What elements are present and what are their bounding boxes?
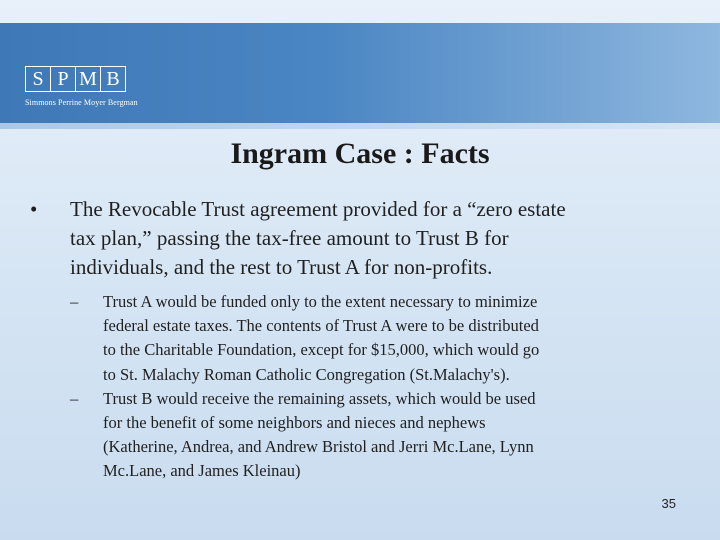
- sub-bullet-mark: –: [70, 292, 79, 311]
- sub-bullet-line: to St. Malachy Roman Catholic Congregation (St.Malachy's).: [103, 364, 510, 384]
- sub-bullet-line: federal estate taxes. The contents of Trust A were to be distributed: [103, 316, 539, 336]
- bullet-text: [70, 195, 566, 282]
- sub-bullet-line: to the Charitable Foundation, except for $15,000, which would go: [103, 340, 540, 360]
- logo-letter: B: [100, 66, 126, 92]
- bullet-mark: •: [30, 197, 38, 221]
- logo-letter: P: [50, 66, 76, 92]
- header-band: [0, 23, 720, 123]
- logo-letter: S: [25, 66, 51, 92]
- sub-bullet-trust-b: [70, 387, 680, 484]
- sub-bullet-list: [30, 290, 680, 484]
- header-divider: [0, 123, 720, 129]
- bullet-line: The Revocable Trust agreement provided for a “zero estate: [70, 197, 566, 221]
- sub-bullet-trust-a: [70, 290, 680, 387]
- sub-bullet-line: Trust B would receive the remaining assets, which would be used: [103, 388, 536, 408]
- slide-title-text: Ingram Case : Facts: [230, 137, 490, 170]
- sub-bullet-line: for the benefit of some neighbors and nieces and nephews: [103, 413, 486, 433]
- bullet-line: individuals, and the rest to Trust A for non-profits.: [70, 255, 493, 279]
- sub-bullet-mark: –: [70, 388, 79, 408]
- logo-subtitle: Simmons Perrine Moyer Bergman: [25, 98, 138, 107]
- page-number: 35: [661, 496, 676, 511]
- logo-letter: M: [75, 66, 101, 92]
- sub-bullet-line: Trust A would be funded only to the extent necessary to minimize: [103, 292, 538, 311]
- sub-bullet-line: Mc.Lane, and James Kleinau): [103, 461, 301, 481]
- main-bullet: [30, 195, 680, 282]
- slide-title: [0, 137, 720, 171]
- sub-bullet-text: [103, 387, 535, 484]
- firm-logo: [25, 66, 138, 114]
- slide-body: [30, 195, 680, 484]
- logo-letters: [25, 66, 125, 92]
- sub-bullet-text: [103, 290, 539, 387]
- sub-bullet-line: (Katherine, Andrea, and Andrew Bristol and Jerri Mc.Lane, Lynn: [103, 437, 534, 457]
- bullet-line: tax plan,” passing the tax-free amount to Trust B for: [70, 226, 509, 250]
